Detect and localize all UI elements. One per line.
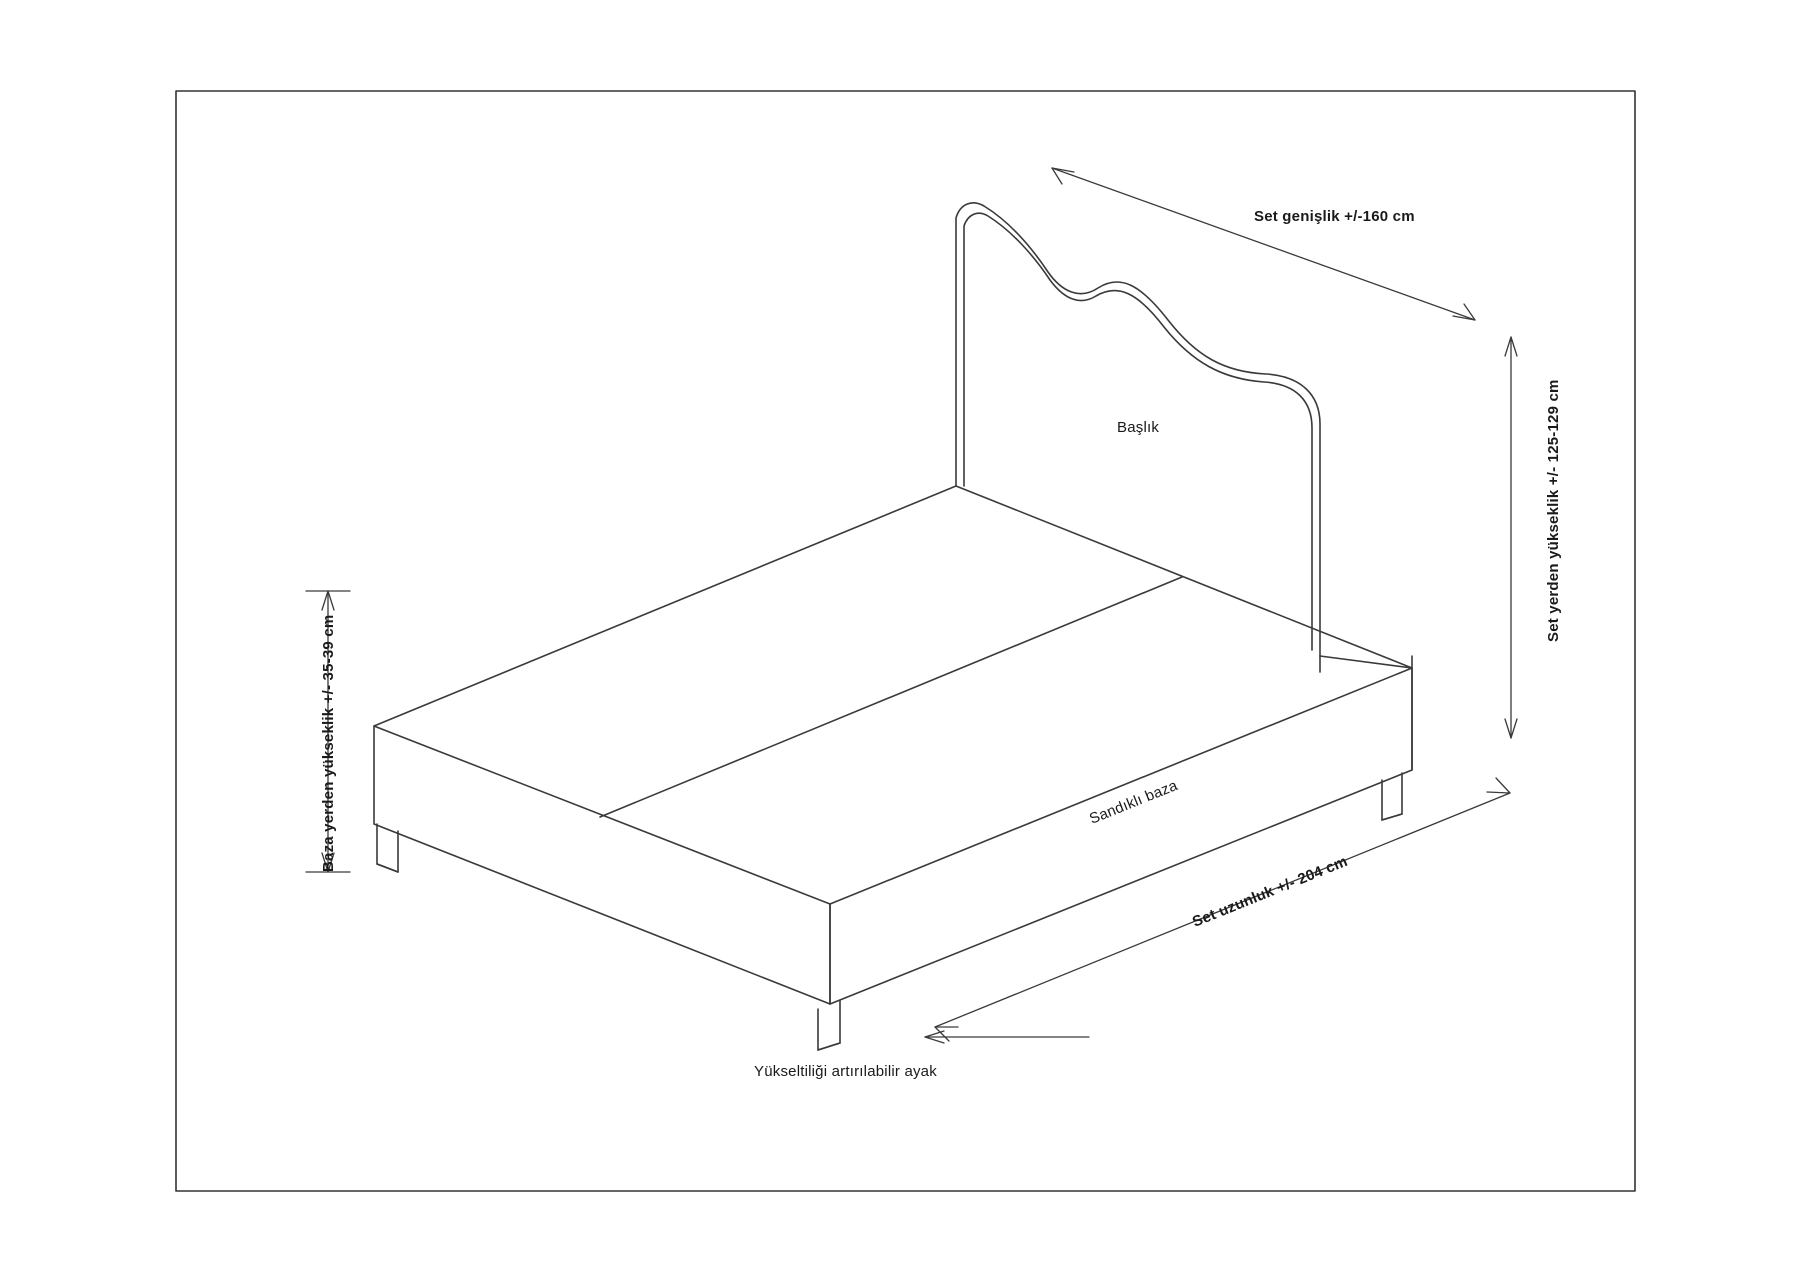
label-storage-base: Sandıklı baza xyxy=(1087,776,1181,828)
dim-set-length-arrow-end xyxy=(935,1027,958,1041)
label-set-width: Set genişlik +/-160 cm xyxy=(1254,208,1415,225)
base-right-side xyxy=(830,668,1412,1004)
mattress-seam xyxy=(600,577,1182,817)
base-left-side xyxy=(374,726,830,1004)
dim-set-width-arrow-start xyxy=(1052,168,1074,184)
dim-set-width-arrow-end xyxy=(1453,304,1475,320)
dim-set-width-line xyxy=(1052,168,1475,320)
label-adjustable-leg: Yükseltiliği artırılabilir ayak xyxy=(754,1063,937,1080)
base-top-surface xyxy=(374,486,1412,904)
leg-front-bottom xyxy=(818,1043,840,1050)
label-base-height-from-floor: Baza yerden yükseklik +/- 35-39 cm xyxy=(320,614,337,872)
dim-set-length-arrow-start xyxy=(1487,778,1510,793)
drawing-border xyxy=(176,91,1635,1191)
label-set-height-from-floor: Set yerden yükseklik +/- 125-129 cm xyxy=(1545,379,1562,642)
label-set-length: Set uzunluk +/- 204 cm xyxy=(1190,852,1351,931)
leg-left-front xyxy=(377,864,398,872)
leg-front xyxy=(818,1001,840,1050)
leg-right-bottom xyxy=(1382,814,1402,820)
label-headboard: Başlık xyxy=(1117,419,1160,436)
